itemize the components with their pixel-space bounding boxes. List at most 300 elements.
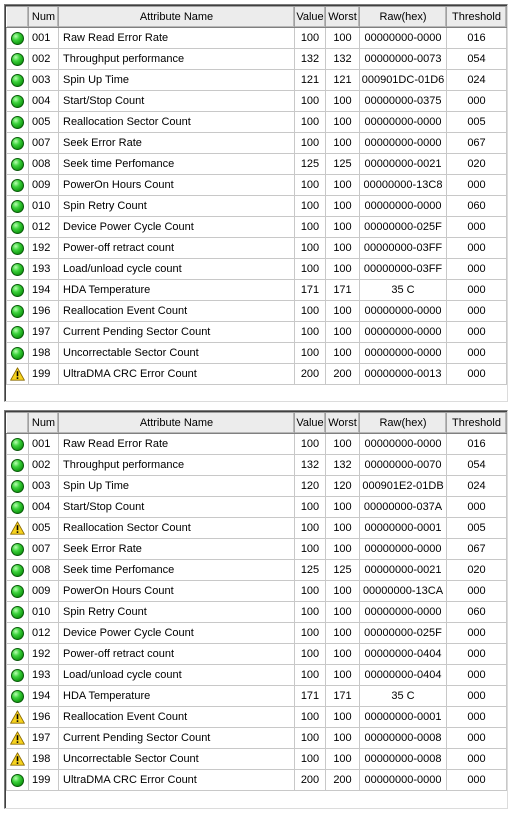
attribute-threshold: 000 [447,749,507,770]
attribute-threshold: 054 [447,49,507,70]
status-cell [7,539,29,560]
attribute-value: 125 [295,560,326,581]
attribute-raw: 00000000-0013 [360,364,447,385]
table-row[interactable] [7,133,507,154]
attribute-name: Seek time Perfomance [59,154,295,175]
ok-status-icon [11,501,24,514]
attribute-num: 008 [29,560,59,581]
attribute-value: 100 [295,707,326,728]
column-header-worst[interactable]: Worst [326,7,360,28]
attribute-worst: 100 [326,112,360,133]
status-cell [7,238,29,259]
status-cell [7,133,29,154]
status-cell [7,70,29,91]
ok-status-icon [11,564,24,577]
attribute-threshold: 000 [447,644,507,665]
attribute-name: PowerOn Hours Count [59,581,295,602]
attribute-worst: 100 [326,518,360,539]
attribute-value: 132 [295,455,326,476]
attribute-num: 199 [29,770,59,791]
ok-status-icon [11,32,24,45]
ok-status-icon [11,606,24,619]
column-header-worst[interactable]: Worst [326,413,360,434]
attribute-num: 010 [29,196,59,217]
ok-status-icon [11,179,24,192]
attribute-value: 100 [295,175,326,196]
attribute-threshold: 054 [447,455,507,476]
attribute-worst: 120 [326,476,360,497]
attribute-num: 012 [29,217,59,238]
attribute-raw: 00000000-0000 [360,343,447,364]
table-row[interactable] [7,560,507,581]
ok-status-icon [11,585,24,598]
attribute-name: Seek time Perfomance [59,560,295,581]
attribute-name: Seek Error Rate [59,133,295,154]
attribute-num: 008 [29,154,59,175]
status-cell [7,581,29,602]
column-header-attribute-name[interactable]: Attribute Name [59,413,295,434]
attribute-raw: 00000000-13CA [360,581,447,602]
attribute-raw: 00000000-0001 [360,518,447,539]
smart-attributes-table-2 [6,412,507,791]
attribute-name: Load/unload cycle count [59,259,295,280]
attribute-worst: 132 [326,455,360,476]
status-cell [7,749,29,770]
attribute-name: Spin Retry Count [59,196,295,217]
status-cell [7,196,29,217]
attribute-raw: 00000000-0000 [360,133,447,154]
column-header-raw-hex[interactable]: Raw(hex) [360,7,447,28]
attribute-raw: 00000000-025F [360,623,447,644]
attribute-worst: 100 [326,322,360,343]
table-row[interactable] [7,665,507,686]
attribute-worst: 100 [326,539,360,560]
attribute-name: Raw Read Error Rate [59,28,295,49]
attribute-num: 001 [29,434,59,455]
ok-status-icon [11,627,24,640]
attribute-value: 100 [295,343,326,364]
attribute-name: Reallocation Sector Count [59,112,295,133]
attribute-threshold: 000 [447,665,507,686]
status-cell [7,49,29,70]
attribute-name: UltraDMA CRC Error Count [59,770,295,791]
warning-icon [10,732,25,744]
ok-status-icon [11,480,24,493]
attribute-threshold: 005 [447,112,507,133]
attribute-raw: 00000000-0000 [360,602,447,623]
attribute-raw: 00000000-0000 [360,434,447,455]
attribute-name: Start/Stop Count [59,497,295,518]
attribute-name: Spin Up Time [59,70,295,91]
attribute-num: 012 [29,623,59,644]
attribute-name: Spin Retry Count [59,602,295,623]
table-row[interactable] [7,539,507,560]
attribute-raw: 00000000-037A [360,497,447,518]
attribute-worst: 100 [326,665,360,686]
attribute-name: Current Pending Sector Count [59,728,295,749]
table-row[interactable] [7,364,507,385]
status-cell [7,112,29,133]
attribute-raw: 00000000-0375 [360,91,447,112]
attribute-num: 010 [29,602,59,623]
status-cell [7,518,29,539]
attribute-threshold: 060 [447,196,507,217]
attribute-threshold: 000 [447,175,507,196]
status-cell [7,476,29,497]
attribute-num: 193 [29,665,59,686]
attribute-num: 194 [29,280,59,301]
status-cell [7,560,29,581]
attribute-num: 004 [29,91,59,112]
attribute-num: 002 [29,455,59,476]
column-header-threshold[interactable]: Threshold [447,7,507,28]
attribute-name: Throughput performance [59,455,295,476]
table-row[interactable] [7,343,507,364]
attribute-raw: 00000000-0021 [360,154,447,175]
table-row[interactable] [7,322,507,343]
attribute-raw: 00000000-0008 [360,749,447,770]
attribute-threshold: 000 [447,707,507,728]
attribute-worst: 125 [326,560,360,581]
table-row[interactable] [7,49,507,70]
attribute-num: 197 [29,322,59,343]
table-row[interactable] [7,770,507,791]
table-row[interactable] [7,175,507,196]
attribute-value: 100 [295,217,326,238]
table-row[interactable] [7,728,507,749]
attribute-value: 120 [295,476,326,497]
attribute-value: 100 [295,539,326,560]
status-cell [7,364,29,385]
ok-status-icon [11,284,24,297]
attribute-raw: 00000000-0000 [360,322,447,343]
attribute-raw: 00000000-0000 [360,196,447,217]
attribute-threshold: 067 [447,539,507,560]
attribute-name: Seek Error Rate [59,539,295,560]
attribute-threshold: 000 [447,322,507,343]
attribute-value: 100 [295,581,326,602]
attribute-num: 009 [29,581,59,602]
attribute-value: 100 [295,497,326,518]
table-row[interactable] [7,623,507,644]
attribute-value: 200 [295,364,326,385]
attribute-threshold: 060 [447,602,507,623]
attribute-raw: 00000000-0021 [360,560,447,581]
attribute-worst: 100 [326,434,360,455]
attribute-num: 002 [29,49,59,70]
status-cell [7,455,29,476]
attribute-raw: 00000000-0008 [360,728,447,749]
attribute-raw: 00000000-03FF [360,238,447,259]
attribute-name: Reallocation Event Count [59,707,295,728]
attribute-value: 100 [295,665,326,686]
status-cell [7,602,29,623]
attribute-value: 100 [295,133,326,154]
attribute-worst: 100 [326,91,360,112]
attribute-threshold: 000 [447,91,507,112]
attribute-worst: 171 [326,686,360,707]
attribute-value: 125 [295,154,326,175]
status-cell [7,434,29,455]
status-cell [7,217,29,238]
attribute-worst: 200 [326,364,360,385]
attribute-name: Uncorrectable Sector Count [59,749,295,770]
attribute-worst: 125 [326,154,360,175]
status-cell [7,770,29,791]
attribute-name: Uncorrectable Sector Count [59,343,295,364]
status-cell [7,154,29,175]
attribute-num: 003 [29,70,59,91]
attribute-value: 100 [295,644,326,665]
table-row[interactable] [7,301,507,322]
attribute-num: 196 [29,707,59,728]
ok-status-icon [11,459,24,472]
attribute-name: Reallocation Sector Count [59,518,295,539]
ok-status-icon [11,74,24,87]
attribute-num: 004 [29,497,59,518]
attribute-value: 100 [295,196,326,217]
attribute-threshold: 067 [447,133,507,154]
attribute-num: 009 [29,175,59,196]
attribute-num: 005 [29,112,59,133]
table-row[interactable] [7,154,507,175]
attribute-threshold: 020 [447,154,507,175]
attribute-worst: 100 [326,238,360,259]
attribute-raw: 00000000-0070 [360,455,447,476]
attribute-name: Power-off retract count [59,238,295,259]
attribute-threshold: 000 [447,364,507,385]
attribute-value: 100 [295,749,326,770]
table-row[interactable] [7,644,507,665]
attribute-value: 100 [295,602,326,623]
ok-status-icon [11,158,24,171]
warning-icon [10,368,25,380]
attribute-value: 100 [295,112,326,133]
attribute-name: PowerOn Hours Count [59,175,295,196]
attribute-threshold: 000 [447,581,507,602]
status-cell [7,728,29,749]
table-row[interactable] [7,280,507,301]
attribute-raw: 00000000-0000 [360,539,447,560]
attribute-threshold: 024 [447,476,507,497]
ok-status-icon [11,438,24,451]
attribute-value: 100 [295,238,326,259]
column-header-attribute-name[interactable]: Attribute Name [59,7,295,28]
attribute-name: Current Pending Sector Count [59,322,295,343]
status-cell [7,665,29,686]
attribute-num: 005 [29,518,59,539]
ok-status-icon [11,95,24,108]
status-cell [7,301,29,322]
ok-status-icon [11,53,24,66]
table-row[interactable] [7,518,507,539]
table-row[interactable] [7,217,507,238]
ok-status-icon [11,326,24,339]
column-header-num[interactable]: Num [29,413,59,434]
attribute-name: Spin Up Time [59,476,295,497]
attribute-num: 196 [29,301,59,322]
attribute-threshold: 000 [447,343,507,364]
attribute-threshold: 000 [447,770,507,791]
table-row[interactable] [7,749,507,770]
ok-status-icon [11,221,24,234]
column-header-num[interactable]: Num [29,7,59,28]
attribute-raw: 35 C [360,280,447,301]
attribute-name: Power-off retract count [59,644,295,665]
column-header-value[interactable]: Value [295,413,326,434]
table-row[interactable] [7,581,507,602]
ok-status-icon [11,690,24,703]
attribute-value: 100 [295,28,326,49]
attribute-name: Throughput performance [59,49,295,70]
attribute-worst: 100 [326,623,360,644]
ok-status-icon [11,669,24,682]
attribute-worst: 100 [326,301,360,322]
attribute-num: 197 [29,728,59,749]
attribute-value: 132 [295,49,326,70]
attribute-threshold: 024 [447,70,507,91]
attribute-raw: 00000000-0000 [360,301,447,322]
attribute-threshold: 000 [447,623,507,644]
status-cell [7,343,29,364]
column-header-status[interactable] [7,7,29,28]
status-cell [7,623,29,644]
attribute-worst: 100 [326,707,360,728]
table-header-row [7,413,507,434]
attribute-threshold: 016 [447,28,507,49]
status-cell [7,644,29,665]
attribute-value: 171 [295,686,326,707]
status-cell [7,497,29,518]
table-header-row [7,7,507,28]
ok-status-icon [11,543,24,556]
table-row[interactable] [7,238,507,259]
attribute-raw: 00000000-0404 [360,644,447,665]
attribute-threshold: 000 [447,686,507,707]
smart-table-panel-1[interactable] [4,4,508,402]
attribute-value: 200 [295,770,326,791]
table-row[interactable] [7,707,507,728]
attribute-raw: 00000000-0000 [360,770,447,791]
attribute-worst: 132 [326,49,360,70]
ok-status-icon [11,263,24,276]
attribute-name: UltraDMA CRC Error Count [59,364,295,385]
attribute-raw: 00000000-025F [360,217,447,238]
table-row[interactable] [7,112,507,133]
attribute-worst: 100 [326,175,360,196]
attribute-name: Device Power Cycle Count [59,623,295,644]
status-cell [7,322,29,343]
status-cell [7,259,29,280]
attribute-worst: 100 [326,581,360,602]
smart-attributes-table-1 [6,6,507,385]
attribute-name: Load/unload cycle count [59,665,295,686]
table-row[interactable] [7,259,507,280]
attribute-name: Start/Stop Count [59,91,295,112]
attribute-worst: 100 [326,259,360,280]
attribute-num: 198 [29,343,59,364]
column-header-threshold[interactable]: Threshold [447,413,507,434]
table-row[interactable] [7,476,507,497]
attribute-num: 199 [29,364,59,385]
attribute-worst: 100 [326,196,360,217]
attribute-worst: 100 [326,28,360,49]
ok-status-icon [11,137,24,150]
table-row[interactable] [7,455,507,476]
table-row[interactable] [7,434,507,455]
ok-status-icon [11,242,24,255]
attribute-worst: 100 [326,497,360,518]
attribute-threshold: 000 [447,259,507,280]
attribute-worst: 100 [326,343,360,364]
attribute-worst: 100 [326,602,360,623]
attribute-name: Device Power Cycle Count [59,217,295,238]
attribute-worst: 171 [326,280,360,301]
column-header-value[interactable]: Value [295,7,326,28]
attribute-num: 194 [29,686,59,707]
attribute-value: 121 [295,70,326,91]
attribute-value: 100 [295,728,326,749]
attribute-name: Reallocation Event Count [59,301,295,322]
status-cell [7,28,29,49]
status-cell [7,686,29,707]
attribute-num: 198 [29,749,59,770]
attribute-value: 100 [295,623,326,644]
attribute-value: 100 [295,434,326,455]
attribute-num: 001 [29,28,59,49]
warning-icon [10,711,25,723]
attribute-raw: 00000000-0001 [360,707,447,728]
table-row[interactable] [7,28,507,49]
attribute-worst: 100 [326,728,360,749]
ok-status-icon [11,200,24,213]
attribute-worst: 200 [326,770,360,791]
attribute-raw: 35 C [360,686,447,707]
attribute-threshold: 020 [447,560,507,581]
table-row[interactable] [7,91,507,112]
attribute-worst: 100 [326,644,360,665]
column-header-raw-hex[interactable]: Raw(hex) [360,413,447,434]
ok-status-icon [11,648,24,661]
table-row[interactable] [7,602,507,623]
attribute-raw: 00000000-13C8 [360,175,447,196]
attribute-raw: 000901E2-01DB [360,476,447,497]
attribute-worst: 121 [326,70,360,91]
table-row[interactable] [7,686,507,707]
attribute-threshold: 000 [447,280,507,301]
attribute-num: 192 [29,644,59,665]
attribute-threshold: 005 [447,518,507,539]
attribute-raw: 00000000-0000 [360,28,447,49]
smart-table-panel-2[interactable] [4,410,508,809]
table-row[interactable] [7,70,507,91]
attribute-threshold: 000 [447,238,507,259]
attribute-name: Raw Read Error Rate [59,434,295,455]
status-cell [7,707,29,728]
attribute-raw: 00000000-03FF [360,259,447,280]
attribute-raw: 00000000-0000 [360,112,447,133]
attribute-num: 007 [29,133,59,154]
attribute-value: 171 [295,280,326,301]
table-row[interactable] [7,196,507,217]
attribute-threshold: 000 [447,301,507,322]
status-cell [7,91,29,112]
attribute-num: 192 [29,238,59,259]
attribute-threshold: 016 [447,434,507,455]
table-row[interactable] [7,497,507,518]
column-header-status[interactable] [7,413,29,434]
ok-status-icon [11,774,24,787]
